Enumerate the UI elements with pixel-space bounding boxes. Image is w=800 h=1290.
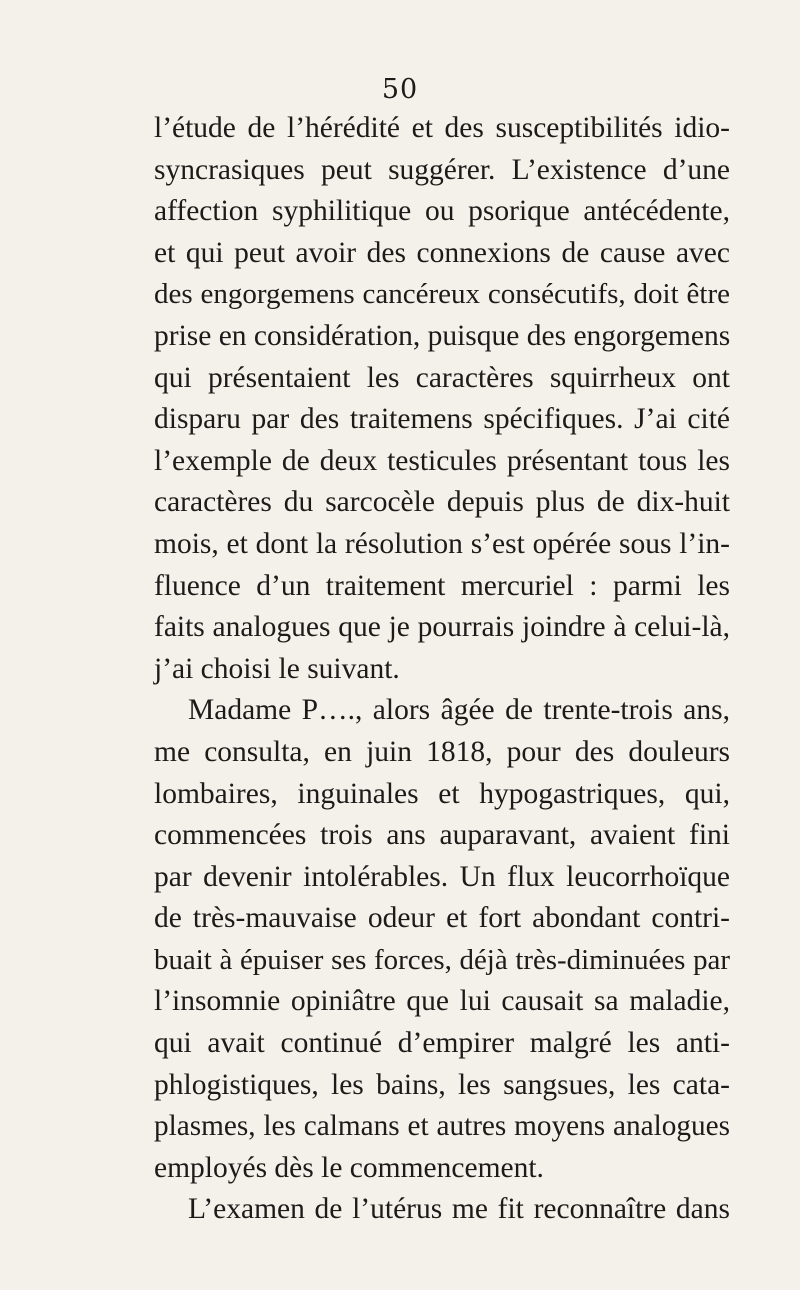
text-line: buait à épuiser ses forces, déjà très-diminuées par (154, 943, 730, 976)
text-line: lombaires, inguinales et hypogastriques, qui, (154, 777, 730, 810)
text-line: syncrasiques peut suggérer. L’existence d’une (154, 153, 730, 186)
text-line: prise en considération, puisque des engorgemens (154, 319, 731, 352)
text-line: par devenir intolérables. Un flux leucorrhoïque (154, 860, 730, 893)
text-line: des engorgemens cancéreux consécutifs, doit être (154, 278, 730, 311)
text-line: plasmes, les calmans et autres moyens analogues (154, 1110, 730, 1143)
text-line: fluence d’un traitement mercuriel : parmi les (154, 569, 730, 602)
page-number: 50 (381, 74, 419, 105)
text-line: de très-mauvaise odeur et fort abondant contri- (154, 902, 730, 935)
text-line: commencées trois ans auparavant, avaient fini (154, 819, 730, 852)
text-line: mois, et dont la résolution s’est opérée sous l’in- (154, 527, 730, 560)
text-line: l’étude de l’hérédité et des susceptibilités idio- (154, 112, 730, 144)
text-line: me consulta, en juin 1818, pour des douleurs (154, 735, 730, 768)
text-line: et qui peut avoir des connexions de cause avec (154, 236, 730, 269)
text-line: caractères du sarcocèle depuis plus de dix-huit (154, 486, 730, 519)
text-line: l’insomnie opiniâtre que lui causait sa maladie, (154, 985, 730, 1018)
text-line: Madame P…., alors âgée de trente-trois ans, (188, 694, 730, 727)
text-line: j’ai choisi le suivant. (154, 652, 400, 685)
text-line: employés dès le commencement. (154, 1151, 544, 1184)
text-line: affection syphilitique ou psorique antécédente, (154, 195, 730, 228)
text-line: phlogistiques, les bains, les sangsues, les cata- (154, 1068, 730, 1101)
text-line: disparu par des traitemens spécifiques. J’ai cité (154, 403, 730, 436)
text-line: faits analogues que je pourrais joindre à celui-là, (154, 611, 730, 644)
text-line: L’examen de l’utérus me fit reconnaître dans (188, 1193, 730, 1226)
body-text (154, 108, 730, 1231)
text-line: l’exemple de deux testicules présentant tous les (154, 444, 730, 477)
text-line: qui présentaient les caractères squirrheux ont (154, 361, 730, 394)
text-line: qui avait continué d’empirer malgré les anti- (154, 1027, 730, 1060)
